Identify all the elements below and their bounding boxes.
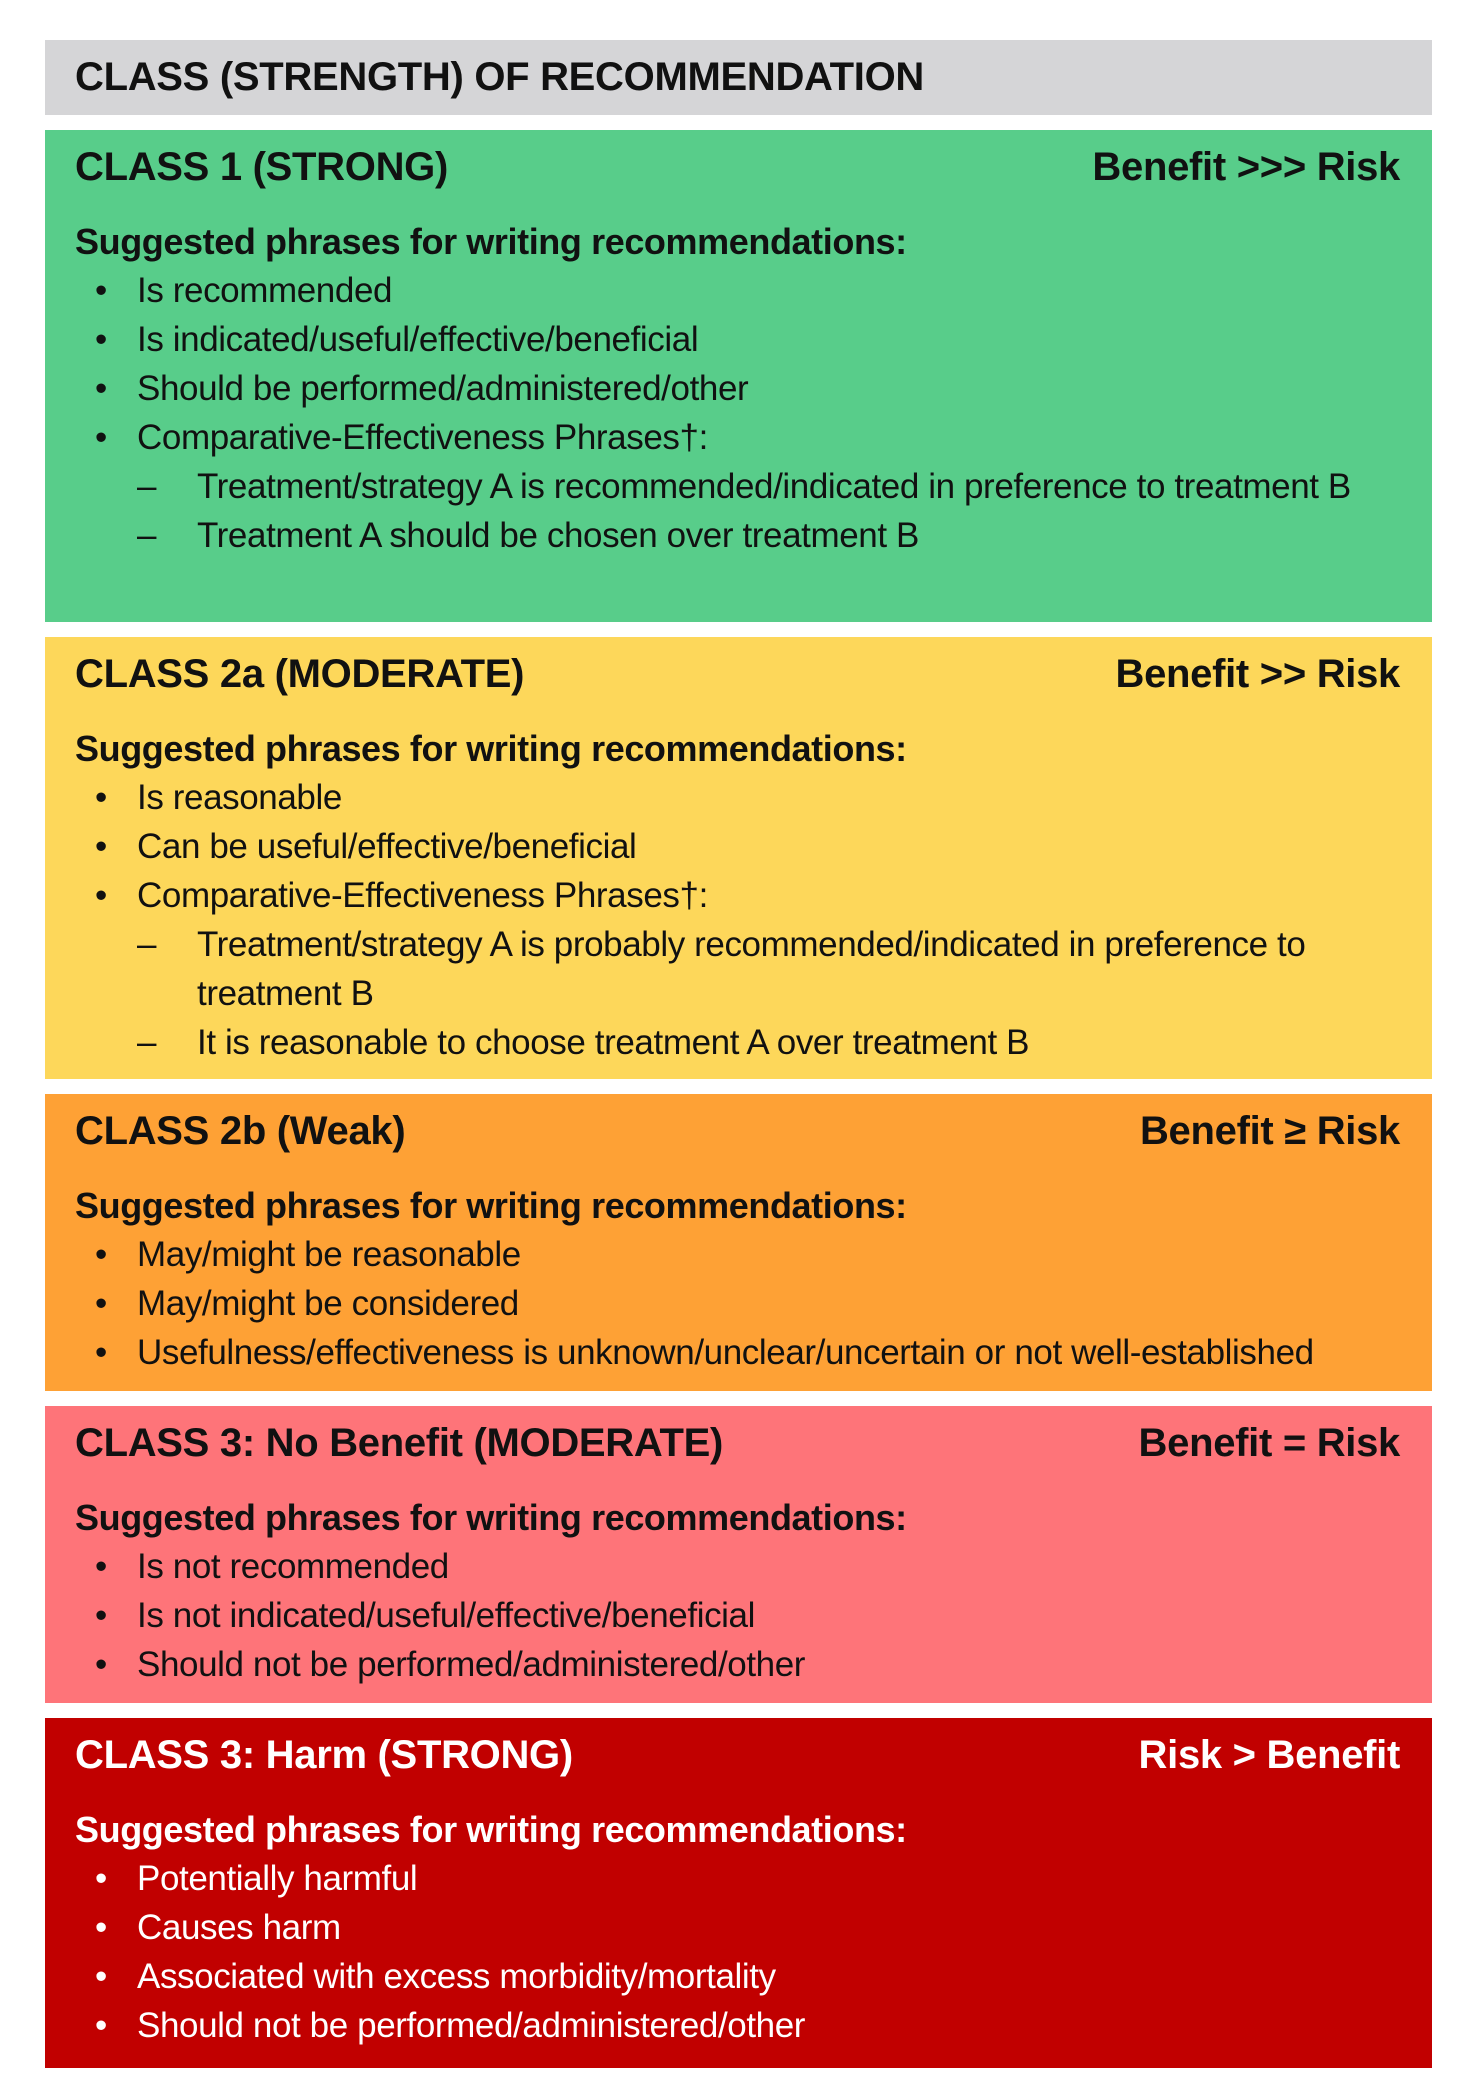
phrase-list	[75, 266, 1400, 462]
phrase-item: • Should be performed/administered/other	[75, 364, 1400, 413]
class-benefit-risk: Benefit >> Risk	[1115, 652, 1400, 696]
class-2a-section	[45, 637, 1432, 1079]
class-subhead: Suggested phrases for writing recommendations:	[75, 221, 907, 262]
phrase-item: • Comparative-Effectiveness Phrases†:	[75, 871, 1400, 920]
phrase-item: • Should not be performed/administered/other	[75, 1640, 1400, 1689]
class-title: CLASS 3: No Benefit (MODERATE)	[75, 1421, 724, 1465]
class-3-harm-section	[45, 1718, 1432, 2068]
phrase-item: • Potentially harmful	[75, 1854, 1400, 1903]
phrase-list	[75, 1230, 1400, 1377]
class-3-no-benefit-section	[45, 1406, 1432, 1703]
phrase-item: • May/might be reasonable	[75, 1230, 1400, 1279]
comparative-phrase-item: – Treatment A should be chosen over treatment B	[75, 511, 1400, 560]
phrase-item: • Is indicated/useful/effective/beneficial	[75, 315, 1400, 364]
comparative-phrase-item: – Treatment/strategy A is recommended/indicated in preference to treatment B	[75, 462, 1400, 511]
phrase-list	[75, 773, 1400, 920]
class-2b-section	[45, 1094, 1432, 1391]
class-title: CLASS 1 (STRONG)	[75, 145, 448, 189]
class-title: CLASS 2b (Weak)	[75, 1109, 406, 1153]
phrase-item: • Causes harm	[75, 1903, 1400, 1952]
phrase-item: • Is recommended	[75, 266, 1400, 315]
class-subhead: Suggested phrases for writing recommendations:	[75, 1809, 907, 1850]
phrase-item: • Should not be performed/administered/other	[75, 2001, 1400, 2050]
class-subhead: Suggested phrases for writing recommendations:	[75, 728, 907, 769]
phrase-item: • Usefulness/effectiveness is unknown/unclear/uncertain or not well-established	[75, 1328, 1400, 1377]
phrase-item: • Is not indicated/useful/effective/beneficial	[75, 1591, 1400, 1640]
table-header	[45, 40, 1432, 115]
class-benefit-risk: Benefit ≥ Risk	[1139, 1109, 1400, 1153]
comparative-phrase-list	[75, 462, 1400, 560]
phrase-item: • Can be useful/effective/beneficial	[75, 822, 1400, 871]
table-header-title: CLASS (STRENGTH) OF RECOMMENDATION	[75, 55, 925, 99]
class-subhead: Suggested phrases for writing recommendations:	[75, 1497, 907, 1538]
class-subhead: Suggested phrases for writing recommendations:	[75, 1185, 907, 1226]
phrase-item: • Associated with excess morbidity/mortality	[75, 1952, 1400, 2001]
phrase-item: • Is not recommended	[75, 1542, 1400, 1591]
comparative-phrase-list	[75, 920, 1400, 1067]
class-title: CLASS 3: Harm (STRONG)	[75, 1733, 573, 1777]
comparative-phrase-item: – Treatment/strategy A is probably recommended/indicated in preference to treatment B	[75, 920, 1400, 1018]
comparative-phrase-item: – It is reasonable to choose treatment A over treatment B	[75, 1018, 1400, 1067]
phrase-item: • Is reasonable	[75, 773, 1400, 822]
class-benefit-risk: Benefit = Risk	[1138, 1421, 1400, 1465]
phrase-item: • Comparative-Effectiveness Phrases†:	[75, 413, 1400, 462]
phrase-list	[75, 1854, 1400, 2050]
recommendation-table	[45, 40, 1432, 2083]
phrase-list	[75, 1542, 1400, 1689]
class-benefit-risk: Benefit >>> Risk	[1092, 145, 1400, 189]
class-title: CLASS 2a (MODERATE)	[75, 652, 525, 696]
phrase-item: • May/might be considered	[75, 1279, 1400, 1328]
class-benefit-risk: Risk > Benefit	[1138, 1733, 1400, 1777]
class-1-section	[45, 130, 1432, 622]
